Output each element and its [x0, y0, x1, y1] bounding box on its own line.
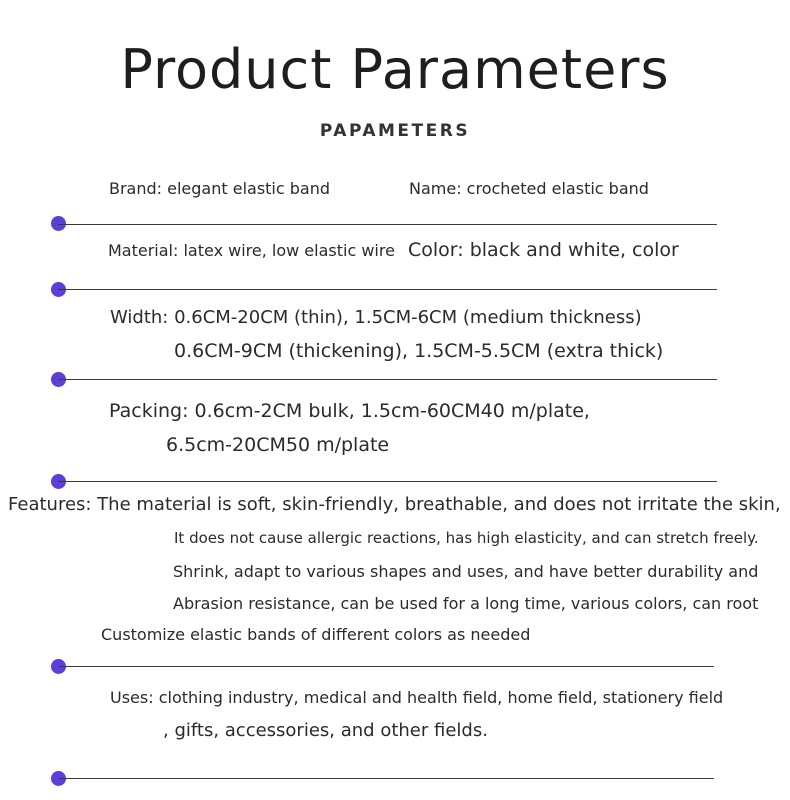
- features-text-line1: Features: The material is soft, skin-friendly, breathable, and does not irritate the skin,: [8, 494, 781, 515]
- features-text-line2: It does not cause allergic reactions, has high elasticity, and can stretch freely.: [174, 529, 759, 547]
- divider-line: [58, 778, 714, 779]
- divider-line: [58, 379, 717, 380]
- packing-text-line2: 6.5cm-20CM50 m/plate: [166, 434, 390, 456]
- divider-line: [58, 481, 717, 482]
- color-text: Color: black and white, color: [408, 239, 679, 261]
- uses-text-line1: Uses: clothing industry, medical and health field, home field, stationery field: [110, 688, 724, 707]
- features-text-line4: Abrasion resistance, can be used for a long time, various colors, can root: [173, 594, 759, 613]
- features-text-line5: Customize elastic bands of different colors as needed: [101, 625, 531, 644]
- features-text-line3: Shrink, adapt to various shapes and uses, and have better durability and: [173, 562, 759, 581]
- material-text: Material: latex wire, low elastic wire: [108, 241, 395, 260]
- divider-line: [58, 224, 717, 225]
- brand-text: Brand: elegant elastic band: [109, 179, 331, 198]
- width-text-line1: Width: 0.6CM-20CM (thin), 1.5CM-6CM (medium thickness): [110, 307, 642, 328]
- divider-line: [58, 666, 714, 667]
- page-subtitle: PAPAMETERS: [319, 121, 471, 141]
- uses-text-line2: , gifts, accessories, and other fields.: [163, 720, 488, 741]
- packing-text-line1: Packing: 0.6cm-2CM bulk, 1.5cm-60CM40 m/plate,: [109, 400, 590, 422]
- page-title: Product Parameters: [120, 38, 670, 101]
- name-text: Name: crocheted elastic band: [409, 179, 649, 198]
- width-text-line2: 0.6CM-9CM (thickening), 1.5CM-5.5CM (extra thick): [174, 340, 664, 362]
- divider-line: [58, 289, 717, 290]
